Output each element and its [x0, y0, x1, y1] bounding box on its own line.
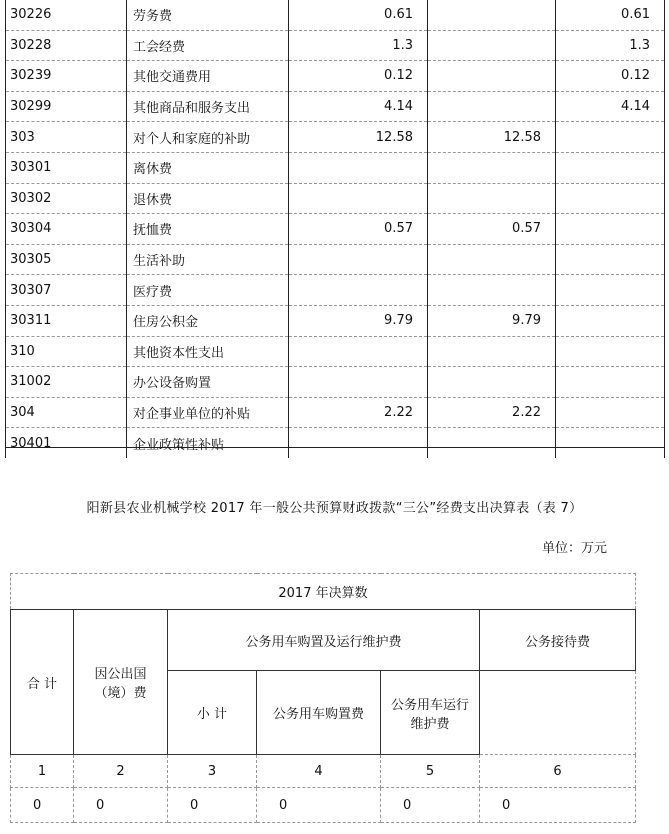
total-value: 12.58: [289, 122, 428, 153]
column-index: 3: [168, 755, 257, 788]
column-value: 0: [257, 788, 381, 823]
basic-value: [428, 244, 556, 275]
basic-value: [428, 30, 556, 61]
table-row: [6, 183, 665, 214]
total-value: 0.61: [289, 0, 428, 30]
subject-code: 30304: [6, 214, 127, 245]
table-row: [6, 336, 665, 367]
basic-value: 9.79: [428, 305, 556, 336]
table-row: [6, 0, 665, 30]
project-value: [556, 214, 665, 245]
column-value: 0: [480, 788, 636, 823]
basic-value: [428, 152, 556, 183]
project-value: [556, 183, 665, 214]
table-row: [6, 275, 665, 306]
subject-name: 其他商品和服务支出: [127, 91, 289, 122]
subject-code: 303: [6, 122, 127, 153]
col-total-header: 合 计: [11, 610, 74, 755]
reception-blank-cell: [480, 671, 636, 755]
project-value: 1.3: [556, 30, 665, 61]
report-title: 阳新县农业机械学校 2017 年一般公共预算财政拨款“三公”经费支出决算表（表 7）: [86, 501, 583, 516]
basic-value: 12.58: [428, 122, 556, 153]
subject-code: 310: [6, 336, 127, 367]
subject-code: 30226: [6, 0, 127, 30]
project-value: 0.61: [556, 0, 665, 30]
year-header: 2017 年决算数: [11, 574, 636, 610]
subject-name: 离休费: [127, 152, 289, 183]
subject-code: 31002: [6, 367, 127, 398]
table-row: [6, 244, 665, 275]
project-value: 4.14: [556, 91, 665, 122]
basic-value: [428, 367, 556, 398]
unit-label: 单位：万元: [541, 541, 607, 556]
project-value: [556, 244, 665, 275]
column-index: 2: [74, 755, 168, 788]
table-row: [6, 30, 665, 61]
column-value: 0: [381, 788, 480, 823]
expenditure-detail-table: [5, 0, 665, 458]
project-value: [556, 275, 665, 306]
subject-name: 办公设备购置: [127, 367, 289, 398]
column-value: 0: [168, 788, 257, 823]
subject-code: 30307: [6, 275, 127, 306]
project-value: [556, 152, 665, 183]
project-value: [556, 122, 665, 153]
column-index: 5: [381, 755, 480, 788]
table-row: [6, 122, 665, 153]
subject-code: 30311: [6, 305, 127, 336]
total-value: [289, 275, 428, 306]
basic-value: [428, 275, 556, 306]
basic-value: [428, 61, 556, 92]
subject-code: 30299: [6, 91, 127, 122]
subject-name: 退休费: [127, 183, 289, 214]
col-reception-header: 公务接待费: [480, 610, 636, 671]
subject-name: 企业政策性补贴: [127, 428, 289, 458]
subject-name: 住房公积金: [127, 305, 289, 336]
table-row: [6, 428, 665, 458]
total-value: [289, 367, 428, 398]
column-value: 0: [11, 788, 74, 823]
basic-value: 2.22: [428, 397, 556, 428]
col-vehicle-header: 公务用车购置及运行维护费: [168, 610, 480, 671]
subject-name: 劳务费: [127, 0, 289, 30]
total-value: 0.12: [289, 61, 428, 92]
total-value: 1.3: [289, 30, 428, 61]
column-value: 0: [74, 788, 168, 823]
table-row: [6, 305, 665, 336]
basic-value: [428, 183, 556, 214]
basic-value: [428, 91, 556, 122]
col-purchase-header: 公务用车购置费: [257, 671, 381, 755]
total-value: [289, 428, 428, 458]
table-row: [6, 91, 665, 122]
subject-name: 对个人和家庭的补助: [127, 122, 289, 153]
subject-code: 30305: [6, 244, 127, 275]
three-public-expense-table: [10, 573, 636, 823]
subject-name: 生活补助: [127, 244, 289, 275]
col-subtotal-header: 小 计: [168, 671, 257, 755]
total-value: 4.14: [289, 91, 428, 122]
subject-name: 医疗费: [127, 275, 289, 306]
subject-name: 抚恤费: [127, 214, 289, 245]
total-value: [289, 152, 428, 183]
subject-code: 30302: [6, 183, 127, 214]
table-bottom-rule: [5, 447, 664, 448]
subject-code: 30401: [6, 428, 127, 458]
subject-code: 304: [6, 397, 127, 428]
column-index: 1: [11, 755, 74, 788]
column-index: 6: [480, 755, 636, 788]
project-value: [556, 397, 665, 428]
subject-name: 其他资本性支出: [127, 336, 289, 367]
table-row: [6, 61, 665, 92]
project-value: [556, 305, 665, 336]
total-value: [289, 244, 428, 275]
subject-name: 其他交通费用: [127, 61, 289, 92]
table-row: [6, 214, 665, 245]
subject-code: 30239: [6, 61, 127, 92]
col-operation-header: 公务用车运行维护费: [381, 671, 480, 755]
basic-value: [428, 0, 556, 30]
basic-value: [428, 428, 556, 458]
project-value: [556, 367, 665, 398]
col-abroad-header: 因公出国（境）费: [74, 610, 168, 755]
basic-value: 0.57: [428, 214, 556, 245]
project-value: [556, 336, 665, 367]
subject-code: 30301: [6, 152, 127, 183]
subject-name: 对企事业单位的补贴: [127, 397, 289, 428]
total-value: 2.22: [289, 397, 428, 428]
column-index: 4: [257, 755, 381, 788]
total-value: 9.79: [289, 305, 428, 336]
subject-name: 工会经费: [127, 30, 289, 61]
project-value: [556, 428, 665, 458]
total-value: [289, 336, 428, 367]
table-row: [6, 367, 665, 398]
total-value: [289, 183, 428, 214]
subject-code: 30228: [6, 30, 127, 61]
total-value: 0.57: [289, 214, 428, 245]
project-value: 0.12: [556, 61, 665, 92]
table-row: [6, 397, 665, 428]
basic-value: [428, 336, 556, 367]
table-row: [6, 152, 665, 183]
